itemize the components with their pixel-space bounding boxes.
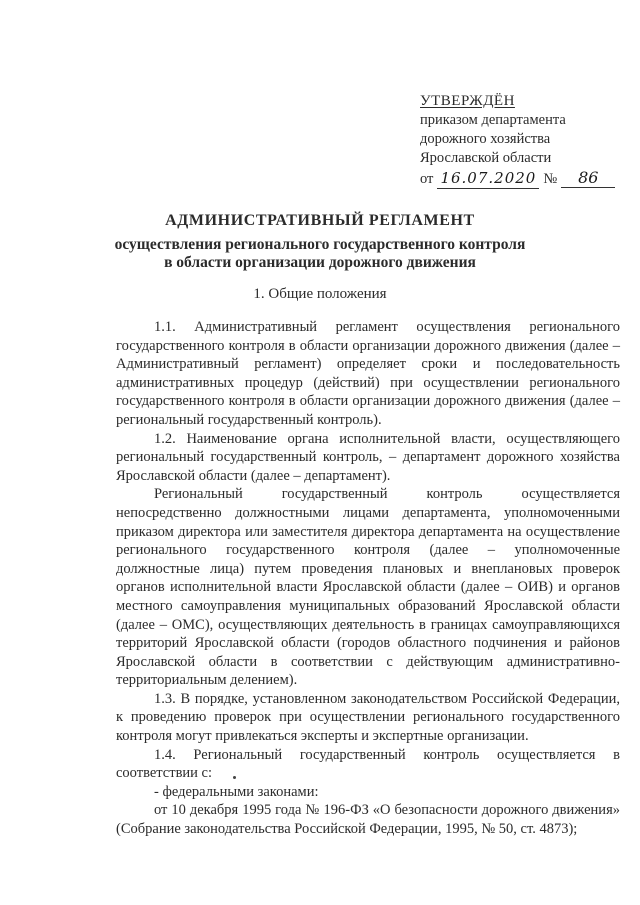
number-prefix: № [543, 171, 558, 187]
document-body [116, 318, 620, 839]
title-line-3: в области организации дорожного движения [164, 254, 476, 271]
paragraph-law-196: от 10 декабря 1995 года № 196-ФЗ «О безопасности дорожного движения» (Собрание законодательства Российской Федерации, 1995, № 50, ст. 4873); [116, 802, 620, 838]
approval-heading: УТВЕРЖДЁН [420, 93, 515, 109]
approval-line-department: дорожного хозяйства [420, 131, 551, 147]
approval-line-region: Ярославской области [420, 150, 552, 166]
paragraph-federal-laws: - федеральными законами: [154, 783, 319, 800]
date-prefix: от [420, 171, 434, 187]
approval-line-order: приказом департамента [420, 112, 566, 128]
handwritten-number: 86 [561, 168, 615, 188]
approval-block [420, 92, 620, 189]
title-line-2: осуществления регионального государственного контроля [114, 236, 526, 253]
paragraph-1-3: 1.3. В порядке, установленном законодательством Российской Федерации, к проведению проверок при осуществлении регионального государственного контроля могут привлекаться эксперты и экспертные организации. [116, 690, 620, 745]
paragraph-1-4: 1.4. Региональный государственный контроль осуществляется в соответствии с: [116, 746, 620, 782]
scan-speck [233, 776, 236, 779]
paragraph-1-1: 1.1. Административный регламент осуществления регионального государственного контроля в области организации дорожного движения (далее – Административный регламент) определяет сроки и последовательность административных процедур (действий) при осуществлении регионального государственного контроля в области организации дорожного движения (далее – региональный государственный контроль). [116, 319, 620, 428]
section-heading: 1. Общие положения [253, 286, 387, 302]
approval-date-line [420, 168, 620, 189]
paragraph-1-2: 1.2. Наименование органа исполнительной власти, осуществляющего региональный государственный контроль, – департамент дорожного хозяйства Ярославской области (далее – департамент). [116, 430, 620, 484]
paragraph-regional-control: Региональный государственный контроль осуществляется непосредственно должностными лицами департамента, уполномоченными приказом директора или заместителя директора департамента на осуществление регионального государственного контроля (далее – уполномоченные должностные лица) путем проведения плановых и внеплановых проверок органов исполнительной власти Ярославской области (далее – ОИВ) и органов местного самоуправления муниципальных образований Ярославской области (далее – ОМС), осуществляющих деятельность в границах самоуправляющихся территорий Ярославской области (городов областного подчинения и районов Ярославской области в соответствии с действующим административно-территориальным делением). [116, 486, 620, 689]
handwritten-date: 16.07.2020 [437, 169, 539, 189]
title-main: АДМИНИСТРАТИВНЫЙ РЕГЛАМЕНТ [165, 212, 475, 229]
document-title [0, 212, 640, 272]
